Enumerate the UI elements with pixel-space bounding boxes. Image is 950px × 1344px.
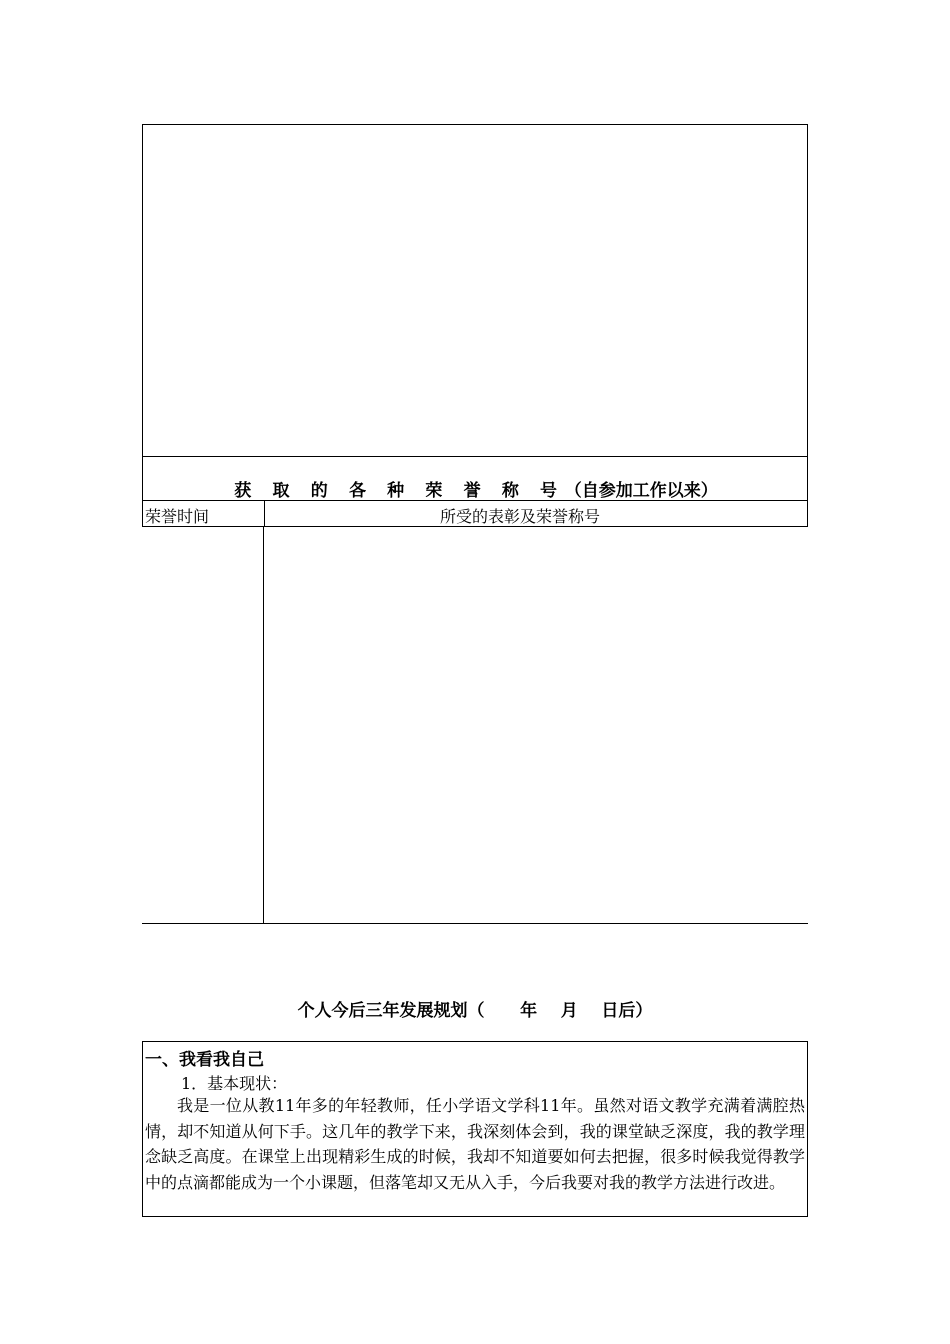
column-header-honor-title: 所受的表彰及荣誉称号: [440, 507, 601, 526]
column-divider: [264, 501, 265, 526]
blank-content-box: [142, 124, 808, 457]
sub-heading: 1．基本现状：: [181, 1074, 288, 1093]
honors-title-cell: [142, 456, 808, 501]
honors-section-title: [143, 476, 809, 501]
status-paragraph: 我是一位从教11年多的年轻教师，任小学语文学科11年。虽然对语文教学充满着满腔热情，却不知道从何下手。这几年的教学下来，我深刻体会到，我的课堂缺乏深度，我的教学理念缺乏高度。在课堂上出现精彩生成的时候，我却不知道要如何去把握，很多时候我觉得教学中的点滴都能成为一个小课题，但落笔却又无从入手，今后我要对我的教学方法进行改进。: [145, 1096, 805, 1192]
table-body-column-divider: [263, 526, 264, 924]
column-header-honor-time: 荣誉时间: [145, 507, 210, 526]
honors-title-paren: （自参加工作以来）: [564, 481, 718, 501]
honors-title-main: 获 取 的 各 种 荣 誉 称 号: [234, 481, 565, 501]
section-heading: 一、我看我自己: [145, 1050, 264, 1070]
honors-table-header: [142, 500, 808, 527]
table-bottom-border: [142, 923, 808, 924]
plan-section-box: [142, 1041, 808, 1217]
plan-title: 个人今后三年发展规划（ 年 月 日后）: [297, 1001, 653, 1021]
